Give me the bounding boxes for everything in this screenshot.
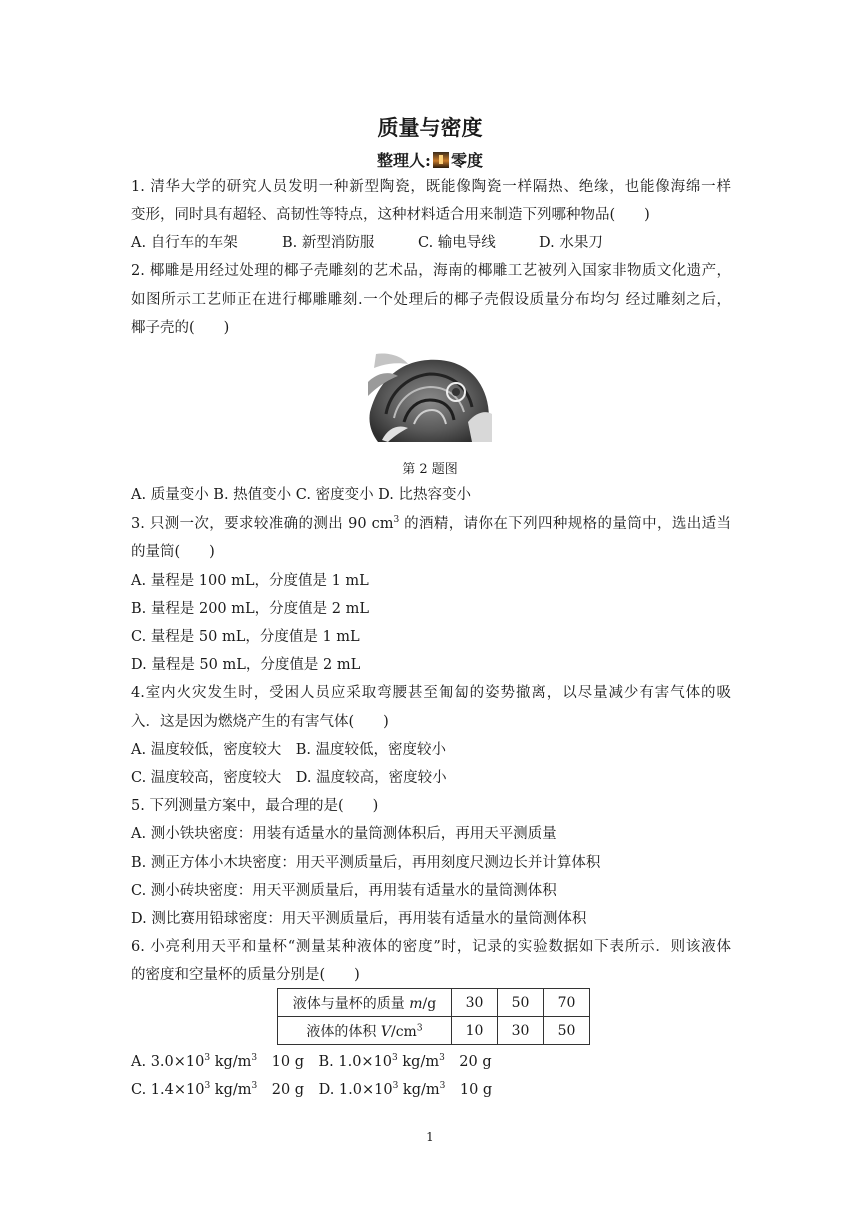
page-title: 质量与密度 — [377, 116, 483, 140]
q2-options: A. 质量变小 B. 热值变小 C. 密度变小 D. 比热容变小 — [131, 487, 472, 503]
page-number: 1 — [426, 1130, 434, 1144]
q1-line2: 变形，同时具有超轻、高韧性等特点，这种材料适合用来制造下列哪种物品( ) — [131, 207, 650, 223]
q3-option-a: A. 量程是 100 mL，分度值是 1 mL — [131, 573, 369, 589]
table-row-label: 液体与量杯的质量 m/g — [278, 989, 452, 1017]
q6-options-row1 — [131, 1053, 731, 1071]
q4-options-row1: A. 温度较低，密度较大 B. 温度较低，密度较小 — [131, 742, 447, 758]
organizer-line — [0, 148, 860, 171]
table-cell: 50 — [544, 1017, 590, 1045]
q6-option-d: D. $1.0\times 10^3$ $kg/m^3$ 10 g — [304, 1081, 493, 1098]
table-row-label: 液体的体积 $V/cm^3$ — [278, 1017, 452, 1045]
table-cell: 70 — [544, 989, 590, 1017]
q6-line1: 6. 小亮利用天平和量杯“测量某种液体的密度”时，记录的实验数据如下表所示．则该液体 — [131, 939, 731, 955]
table-cell: 10 — [452, 1017, 498, 1045]
q2-line1: 2. 椰雕是用经过处理的椰子壳雕刻的艺术品，海南的椰雕工艺被列入国家非物质文化遗产， — [131, 263, 731, 279]
q1-option-d: D. 水果刀 — [539, 235, 603, 251]
q3-option-d: D. 量程是 50 mL，分度值是 2 mL — [131, 657, 361, 673]
organizer-label: 整理人: — [377, 151, 431, 170]
q4-line2: 入．这是因为燃烧产生的有害气体( ) — [131, 714, 389, 730]
table-cell: 50 — [498, 989, 544, 1017]
q2-line3: 椰子壳的( ) — [131, 320, 230, 336]
q4-line1: 4.室内火灾发生时，受困人员应采取弯腰甚至匍匐的姿势撤离，以尽量减少有害气体的吸 — [131, 685, 731, 701]
q3-line1-post: 的酒精，请你在下列四种规格的量筒中，选出适当 — [399, 516, 731, 532]
q5-option-d: D. 测比赛用铅球密度：用天平测质量后，再用装有适量水的量筒测体积 — [131, 911, 587, 927]
q6-option-a: A. $3.0\times 10^3$ $kg/m^3$ 10 g — [131, 1053, 304, 1070]
q1-option-c: C. 输电导线 — [418, 235, 496, 251]
table-cell: 30 — [498, 1017, 544, 1045]
q5-line1: 5. 下列测量方案中，最合理的是( ) — [131, 798, 379, 814]
q2-line2: 如图所示工艺师正在进行椰雕雕刻.一个处理后的椰子壳假设质量分布均匀 经过雕刻之后， — [131, 292, 731, 308]
q3-line1 — [131, 515, 731, 533]
q6-option-b: B. $1.0\times 10^3$ $kg/m^3$ 20 g — [303, 1053, 492, 1070]
q3-line1-pre: 3. 只测一次，要求较准确的测出 90 cm — [131, 516, 394, 532]
q5-option-a: A. 测小铁块密度：用装有适量水的量筒测体积后，再用天平测质量 — [131, 826, 557, 842]
table-row — [278, 989, 590, 1017]
q1-option-a: A. 自行车的车架 — [131, 235, 238, 251]
q1-option-b: B. 新型消防服 — [282, 235, 375, 251]
figure-caption: 第 2 题图 — [402, 462, 458, 477]
q3-line1-sup: 3 — [393, 515, 400, 526]
q1-options — [131, 234, 731, 252]
q6-option-c: C. $1.4\times 10^3$ $kg/m^3$ 20 g — [131, 1081, 305, 1098]
q3-option-b: B. 量程是 200 mL，分度值是 2 mL — [131, 601, 369, 617]
table-row — [278, 1017, 590, 1045]
q5-option-c: C. 测小砖块密度：用天平测质量后，再用装有适量水的量筒测体积 — [131, 883, 557, 899]
q3-option-c: C. 量程是 50 mL，分度值是 1 mL — [131, 629, 360, 645]
q5-option-b: B. 测正方体小木块密度：用天平测质量后，再用刻度尺测边长并计算体积 — [131, 855, 601, 871]
q4-options-row2: C. 温度较高，密度较大 D. 温度较高，密度较小 — [131, 770, 447, 786]
q1-line1: 1. 清华大学的研究人员发明一种新型陶瓷，既能像陶瓷一样隔热、绝缘，也能像海绵一样 — [131, 179, 731, 195]
coconut-carving-photo — [368, 352, 492, 442]
q6-line2: 的密度和空量杯的质量分别是( ) — [131, 967, 360, 983]
organizer-name: 零度 — [450, 151, 483, 170]
q6-options-row2 — [131, 1081, 731, 1099]
table-cell: 30 — [452, 989, 498, 1017]
q3-line2: 的量筒( ) — [131, 544, 215, 560]
data-table — [277, 988, 590, 1045]
sunset-photo-icon — [433, 152, 449, 168]
